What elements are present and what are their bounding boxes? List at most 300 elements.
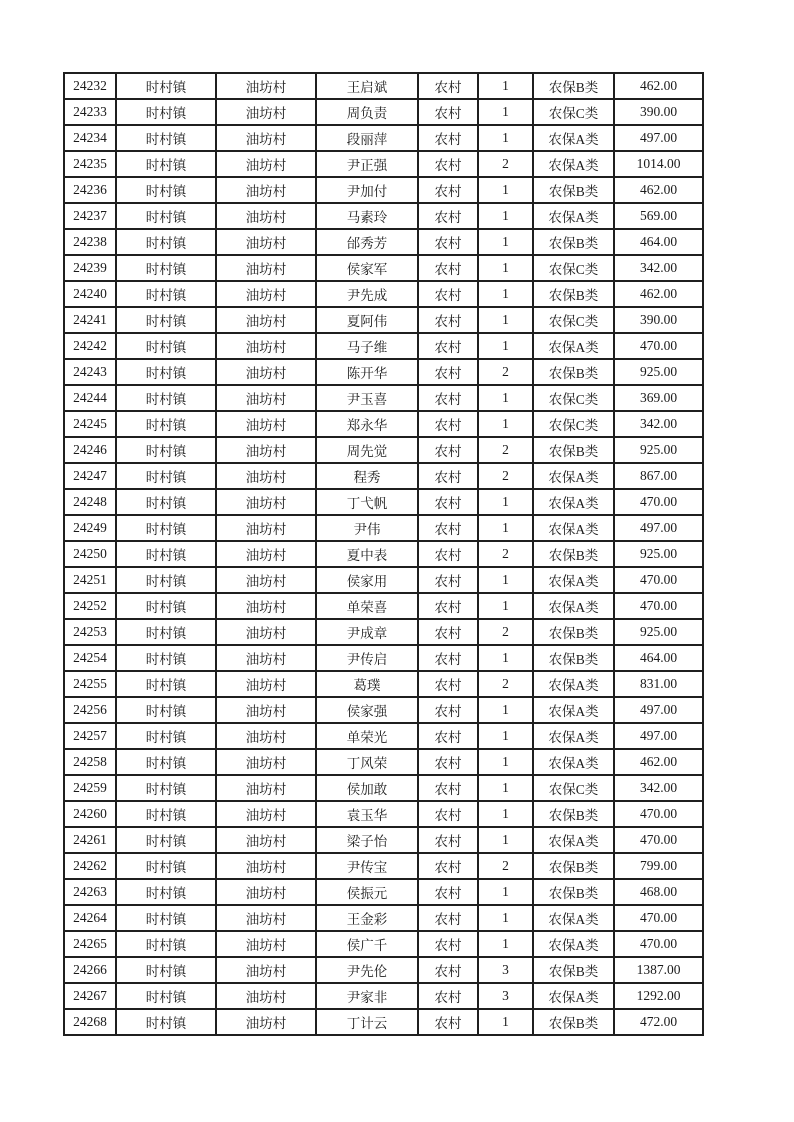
cell-name: 尹先伦 bbox=[316, 957, 418, 983]
cell-count: 1 bbox=[478, 229, 533, 255]
cell-town: 时村镇 bbox=[116, 229, 216, 255]
table-row bbox=[64, 515, 703, 541]
cell-name: 周负责 bbox=[316, 99, 418, 125]
cell-amount: 462.00 bbox=[614, 73, 703, 99]
cell-village: 油坊村 bbox=[216, 333, 316, 359]
cell-count: 1 bbox=[478, 697, 533, 723]
cell-count: 2 bbox=[478, 853, 533, 879]
cell-village: 油坊村 bbox=[216, 489, 316, 515]
cell-name: 梁子怡 bbox=[316, 827, 418, 853]
table-row bbox=[64, 853, 703, 879]
cell-amount: 799.00 bbox=[614, 853, 703, 879]
table-row bbox=[64, 1009, 703, 1035]
cell-residence: 农村 bbox=[418, 619, 478, 645]
cell-village: 油坊村 bbox=[216, 281, 316, 307]
cell-category: 农保C类 bbox=[533, 385, 614, 411]
cell-amount: 925.00 bbox=[614, 541, 703, 567]
cell-count: 1 bbox=[478, 827, 533, 853]
cell-name: 王金彩 bbox=[316, 905, 418, 931]
cell-count: 1 bbox=[478, 125, 533, 151]
table-row bbox=[64, 255, 703, 281]
cell-count: 1 bbox=[478, 879, 533, 905]
table-row bbox=[64, 151, 703, 177]
cell-town: 时村镇 bbox=[116, 619, 216, 645]
cell-category: 农保B类 bbox=[533, 359, 614, 385]
cell-id: 24238 bbox=[64, 229, 116, 255]
cell-id: 24249 bbox=[64, 515, 116, 541]
cell-village: 油坊村 bbox=[216, 99, 316, 125]
cell-category: 农保A类 bbox=[533, 489, 614, 515]
table-row bbox=[64, 463, 703, 489]
cell-amount: 470.00 bbox=[614, 905, 703, 931]
cell-name: 马子维 bbox=[316, 333, 418, 359]
table-row bbox=[64, 385, 703, 411]
table-row bbox=[64, 333, 703, 359]
cell-village: 油坊村 bbox=[216, 905, 316, 931]
table-row bbox=[64, 801, 703, 827]
cell-amount: 468.00 bbox=[614, 879, 703, 905]
cell-name: 尹成章 bbox=[316, 619, 418, 645]
cell-residence: 农村 bbox=[418, 411, 478, 437]
cell-amount: 390.00 bbox=[614, 99, 703, 125]
cell-id: 24254 bbox=[64, 645, 116, 671]
cell-town: 时村镇 bbox=[116, 957, 216, 983]
cell-name: 侯家军 bbox=[316, 255, 418, 281]
cell-id: 24262 bbox=[64, 853, 116, 879]
table-row bbox=[64, 437, 703, 463]
cell-village: 油坊村 bbox=[216, 879, 316, 905]
cell-town: 时村镇 bbox=[116, 437, 216, 463]
cell-count: 2 bbox=[478, 151, 533, 177]
cell-village: 油坊村 bbox=[216, 411, 316, 437]
cell-residence: 农村 bbox=[418, 905, 478, 931]
cell-category: 农保A类 bbox=[533, 827, 614, 853]
cell-count: 1 bbox=[478, 645, 533, 671]
cell-category: 农保B类 bbox=[533, 879, 614, 905]
table-row bbox=[64, 541, 703, 567]
table-row bbox=[64, 73, 703, 99]
cell-residence: 农村 bbox=[418, 671, 478, 697]
cell-village: 油坊村 bbox=[216, 827, 316, 853]
cell-amount: 831.00 bbox=[614, 671, 703, 697]
cell-name: 周先觉 bbox=[316, 437, 418, 463]
cell-town: 时村镇 bbox=[116, 879, 216, 905]
table-row bbox=[64, 229, 703, 255]
cell-amount: 472.00 bbox=[614, 1009, 703, 1035]
cell-village: 油坊村 bbox=[216, 645, 316, 671]
cell-town: 时村镇 bbox=[116, 645, 216, 671]
table-row bbox=[64, 177, 703, 203]
cell-category: 农保B类 bbox=[533, 541, 614, 567]
cell-category: 农保A类 bbox=[533, 593, 614, 619]
cell-name: 夏中表 bbox=[316, 541, 418, 567]
cell-village: 油坊村 bbox=[216, 567, 316, 593]
table-row bbox=[64, 775, 703, 801]
cell-category: 农保B类 bbox=[533, 853, 614, 879]
cell-amount: 497.00 bbox=[614, 723, 703, 749]
cell-name: 段丽萍 bbox=[316, 125, 418, 151]
cell-town: 时村镇 bbox=[116, 411, 216, 437]
cell-id: 24246 bbox=[64, 437, 116, 463]
cell-village: 油坊村 bbox=[216, 593, 316, 619]
cell-residence: 农村 bbox=[418, 853, 478, 879]
cell-amount: 867.00 bbox=[614, 463, 703, 489]
cell-name: 尹家非 bbox=[316, 983, 418, 1009]
table-row bbox=[64, 489, 703, 515]
cell-village: 油坊村 bbox=[216, 151, 316, 177]
cell-residence: 农村 bbox=[418, 567, 478, 593]
cell-village: 油坊村 bbox=[216, 671, 316, 697]
cell-village: 油坊村 bbox=[216, 515, 316, 541]
cell-id: 24239 bbox=[64, 255, 116, 281]
cell-residence: 农村 bbox=[418, 73, 478, 99]
cell-category: 农保A类 bbox=[533, 515, 614, 541]
cell-name: 葛璞 bbox=[316, 671, 418, 697]
cell-village: 油坊村 bbox=[216, 229, 316, 255]
cell-amount: 470.00 bbox=[614, 801, 703, 827]
cell-residence: 农村 bbox=[418, 775, 478, 801]
cell-village: 油坊村 bbox=[216, 801, 316, 827]
cell-category: 农保B类 bbox=[533, 229, 614, 255]
cell-residence: 农村 bbox=[418, 983, 478, 1009]
cell-amount: 470.00 bbox=[614, 593, 703, 619]
cell-name: 尹玉喜 bbox=[316, 385, 418, 411]
table-row bbox=[64, 411, 703, 437]
cell-village: 油坊村 bbox=[216, 463, 316, 489]
cell-count: 1 bbox=[478, 73, 533, 99]
cell-name: 邰秀芳 bbox=[316, 229, 418, 255]
cell-residence: 农村 bbox=[418, 593, 478, 619]
cell-residence: 农村 bbox=[418, 229, 478, 255]
table-row bbox=[64, 827, 703, 853]
cell-category: 农保A类 bbox=[533, 749, 614, 775]
cell-residence: 农村 bbox=[418, 515, 478, 541]
cell-town: 时村镇 bbox=[116, 853, 216, 879]
cell-village: 油坊村 bbox=[216, 983, 316, 1009]
cell-village: 油坊村 bbox=[216, 749, 316, 775]
cell-name: 侯家用 bbox=[316, 567, 418, 593]
cell-town: 时村镇 bbox=[116, 827, 216, 853]
cell-town: 时村镇 bbox=[116, 99, 216, 125]
cell-category: 农保B类 bbox=[533, 1009, 614, 1035]
cell-count: 1 bbox=[478, 593, 533, 619]
cell-amount: 1292.00 bbox=[614, 983, 703, 1009]
cell-count: 1 bbox=[478, 281, 533, 307]
table-row bbox=[64, 749, 703, 775]
cell-category: 农保A类 bbox=[533, 151, 614, 177]
cell-category: 农保B类 bbox=[533, 619, 614, 645]
cell-residence: 农村 bbox=[418, 697, 478, 723]
cell-id: 24241 bbox=[64, 307, 116, 333]
cell-residence: 农村 bbox=[418, 957, 478, 983]
table-row bbox=[64, 203, 703, 229]
cell-name: 王启斌 bbox=[316, 73, 418, 99]
table-row bbox=[64, 983, 703, 1009]
cell-id: 24237 bbox=[64, 203, 116, 229]
cell-town: 时村镇 bbox=[116, 983, 216, 1009]
cell-town: 时村镇 bbox=[116, 801, 216, 827]
cell-town: 时村镇 bbox=[116, 333, 216, 359]
table-row bbox=[64, 697, 703, 723]
cell-name: 尹正强 bbox=[316, 151, 418, 177]
cell-count: 1 bbox=[478, 333, 533, 359]
cell-category: 农保A类 bbox=[533, 905, 614, 931]
cell-name: 程秀 bbox=[316, 463, 418, 489]
cell-town: 时村镇 bbox=[116, 697, 216, 723]
cell-name: 丁风荣 bbox=[316, 749, 418, 775]
cell-category: 农保A类 bbox=[533, 567, 614, 593]
cell-residence: 农村 bbox=[418, 801, 478, 827]
cell-count: 1 bbox=[478, 723, 533, 749]
cell-town: 时村镇 bbox=[116, 775, 216, 801]
cell-category: 农保B类 bbox=[533, 73, 614, 99]
cell-town: 时村镇 bbox=[116, 489, 216, 515]
payment-roster-table bbox=[63, 72, 704, 1036]
table-row bbox=[64, 905, 703, 931]
cell-town: 时村镇 bbox=[116, 567, 216, 593]
cell-village: 油坊村 bbox=[216, 1009, 316, 1035]
cell-village: 油坊村 bbox=[216, 385, 316, 411]
cell-name: 尹传宝 bbox=[316, 853, 418, 879]
cell-name: 郑永华 bbox=[316, 411, 418, 437]
cell-count: 1 bbox=[478, 905, 533, 931]
cell-category: 农保B类 bbox=[533, 281, 614, 307]
cell-count: 1 bbox=[478, 411, 533, 437]
cell-residence: 农村 bbox=[418, 931, 478, 957]
cell-id: 24244 bbox=[64, 385, 116, 411]
cell-village: 油坊村 bbox=[216, 619, 316, 645]
cell-id: 24258 bbox=[64, 749, 116, 775]
cell-id: 24255 bbox=[64, 671, 116, 697]
cell-amount: 1014.00 bbox=[614, 151, 703, 177]
cell-village: 油坊村 bbox=[216, 125, 316, 151]
cell-id: 24242 bbox=[64, 333, 116, 359]
cell-town: 时村镇 bbox=[116, 593, 216, 619]
cell-id: 24264 bbox=[64, 905, 116, 931]
cell-village: 油坊村 bbox=[216, 73, 316, 99]
cell-town: 时村镇 bbox=[116, 723, 216, 749]
cell-count: 1 bbox=[478, 307, 533, 333]
cell-id: 24265 bbox=[64, 931, 116, 957]
table-row bbox=[64, 359, 703, 385]
cell-town: 时村镇 bbox=[116, 203, 216, 229]
cell-residence: 农村 bbox=[418, 125, 478, 151]
cell-amount: 569.00 bbox=[614, 203, 703, 229]
cell-category: 农保A类 bbox=[533, 671, 614, 697]
cell-count: 1 bbox=[478, 749, 533, 775]
table-row bbox=[64, 619, 703, 645]
cell-count: 2 bbox=[478, 541, 533, 567]
cell-residence: 农村 bbox=[418, 645, 478, 671]
cell-count: 1 bbox=[478, 567, 533, 593]
cell-name: 夏阿伟 bbox=[316, 307, 418, 333]
cell-count: 2 bbox=[478, 359, 533, 385]
cell-category: 农保C类 bbox=[533, 411, 614, 437]
cell-category: 农保C类 bbox=[533, 255, 614, 281]
cell-name: 陈开华 bbox=[316, 359, 418, 385]
cell-id: 24234 bbox=[64, 125, 116, 151]
cell-amount: 925.00 bbox=[614, 359, 703, 385]
cell-category: 农保B类 bbox=[533, 437, 614, 463]
cell-category: 农保A类 bbox=[533, 931, 614, 957]
table-body bbox=[64, 73, 703, 1035]
cell-category: 农保B类 bbox=[533, 177, 614, 203]
cell-name: 尹伟 bbox=[316, 515, 418, 541]
cell-town: 时村镇 bbox=[116, 177, 216, 203]
cell-count: 1 bbox=[478, 177, 533, 203]
cell-id: 24250 bbox=[64, 541, 116, 567]
cell-count: 2 bbox=[478, 437, 533, 463]
cell-id: 24243 bbox=[64, 359, 116, 385]
table-row bbox=[64, 567, 703, 593]
table-row bbox=[64, 645, 703, 671]
table-row bbox=[64, 307, 703, 333]
cell-amount: 470.00 bbox=[614, 827, 703, 853]
cell-residence: 农村 bbox=[418, 749, 478, 775]
cell-amount: 342.00 bbox=[614, 255, 703, 281]
cell-town: 时村镇 bbox=[116, 905, 216, 931]
cell-residence: 农村 bbox=[418, 489, 478, 515]
cell-village: 油坊村 bbox=[216, 931, 316, 957]
cell-village: 油坊村 bbox=[216, 437, 316, 463]
cell-amount: 464.00 bbox=[614, 645, 703, 671]
cell-amount: 470.00 bbox=[614, 333, 703, 359]
cell-village: 油坊村 bbox=[216, 359, 316, 385]
cell-id: 24261 bbox=[64, 827, 116, 853]
cell-village: 油坊村 bbox=[216, 775, 316, 801]
cell-town: 时村镇 bbox=[116, 125, 216, 151]
cell-id: 24252 bbox=[64, 593, 116, 619]
cell-residence: 农村 bbox=[418, 203, 478, 229]
cell-residence: 农村 bbox=[418, 723, 478, 749]
cell-town: 时村镇 bbox=[116, 671, 216, 697]
table-row bbox=[64, 931, 703, 957]
cell-category: 农保C类 bbox=[533, 99, 614, 125]
cell-town: 时村镇 bbox=[116, 151, 216, 177]
cell-amount: 497.00 bbox=[614, 697, 703, 723]
cell-name: 丁弋帆 bbox=[316, 489, 418, 515]
cell-id: 24256 bbox=[64, 697, 116, 723]
cell-amount: 342.00 bbox=[614, 411, 703, 437]
cell-id: 24266 bbox=[64, 957, 116, 983]
cell-id: 24232 bbox=[64, 73, 116, 99]
cell-residence: 农村 bbox=[418, 385, 478, 411]
cell-amount: 470.00 bbox=[614, 567, 703, 593]
cell-residence: 农村 bbox=[418, 879, 478, 905]
cell-village: 油坊村 bbox=[216, 853, 316, 879]
cell-residence: 农村 bbox=[418, 307, 478, 333]
cell-village: 油坊村 bbox=[216, 957, 316, 983]
table-row bbox=[64, 957, 703, 983]
cell-town: 时村镇 bbox=[116, 281, 216, 307]
cell-name: 马素玲 bbox=[316, 203, 418, 229]
cell-category: 农保A类 bbox=[533, 333, 614, 359]
cell-category: 农保A类 bbox=[533, 983, 614, 1009]
cell-amount: 462.00 bbox=[614, 749, 703, 775]
cell-village: 油坊村 bbox=[216, 177, 316, 203]
cell-category: 农保A类 bbox=[533, 203, 614, 229]
cell-count: 2 bbox=[478, 671, 533, 697]
cell-id: 24259 bbox=[64, 775, 116, 801]
table-row bbox=[64, 125, 703, 151]
cell-residence: 农村 bbox=[418, 463, 478, 489]
cell-category: 农保A类 bbox=[533, 697, 614, 723]
cell-name: 侯家强 bbox=[316, 697, 418, 723]
cell-count: 1 bbox=[478, 203, 533, 229]
cell-count: 1 bbox=[478, 775, 533, 801]
cell-residence: 农村 bbox=[418, 151, 478, 177]
cell-count: 1 bbox=[478, 255, 533, 281]
cell-town: 时村镇 bbox=[116, 515, 216, 541]
cell-amount: 462.00 bbox=[614, 177, 703, 203]
cell-category: 农保B类 bbox=[533, 957, 614, 983]
cell-residence: 农村 bbox=[418, 827, 478, 853]
cell-amount: 1387.00 bbox=[614, 957, 703, 983]
cell-residence: 农村 bbox=[418, 255, 478, 281]
cell-residence: 农村 bbox=[418, 541, 478, 567]
cell-name: 丁计云 bbox=[316, 1009, 418, 1035]
cell-town: 时村镇 bbox=[116, 73, 216, 99]
cell-id: 24253 bbox=[64, 619, 116, 645]
cell-category: 农保A类 bbox=[533, 723, 614, 749]
cell-count: 1 bbox=[478, 385, 533, 411]
cell-town: 时村镇 bbox=[116, 307, 216, 333]
cell-village: 油坊村 bbox=[216, 541, 316, 567]
cell-id: 24260 bbox=[64, 801, 116, 827]
cell-count: 1 bbox=[478, 489, 533, 515]
cell-residence: 农村 bbox=[418, 359, 478, 385]
cell-category: 农保A类 bbox=[533, 125, 614, 151]
cell-amount: 369.00 bbox=[614, 385, 703, 411]
cell-name: 侯加敢 bbox=[316, 775, 418, 801]
cell-count: 3 bbox=[478, 983, 533, 1009]
cell-amount: 925.00 bbox=[614, 619, 703, 645]
cell-id: 24236 bbox=[64, 177, 116, 203]
cell-name: 袁玉华 bbox=[316, 801, 418, 827]
cell-count: 1 bbox=[478, 99, 533, 125]
cell-name: 侯广千 bbox=[316, 931, 418, 957]
cell-village: 油坊村 bbox=[216, 203, 316, 229]
cell-name: 尹加付 bbox=[316, 177, 418, 203]
cell-id: 24263 bbox=[64, 879, 116, 905]
table-row bbox=[64, 593, 703, 619]
cell-id: 24251 bbox=[64, 567, 116, 593]
cell-amount: 925.00 bbox=[614, 437, 703, 463]
cell-name: 尹先成 bbox=[316, 281, 418, 307]
cell-amount: 497.00 bbox=[614, 515, 703, 541]
cell-town: 时村镇 bbox=[116, 255, 216, 281]
cell-amount: 464.00 bbox=[614, 229, 703, 255]
cell-town: 时村镇 bbox=[116, 385, 216, 411]
cell-town: 时村镇 bbox=[116, 749, 216, 775]
cell-amount: 390.00 bbox=[614, 307, 703, 333]
cell-category: 农保B类 bbox=[533, 645, 614, 671]
cell-village: 油坊村 bbox=[216, 307, 316, 333]
cell-village: 油坊村 bbox=[216, 697, 316, 723]
cell-residence: 农村 bbox=[418, 281, 478, 307]
cell-residence: 农村 bbox=[418, 333, 478, 359]
cell-town: 时村镇 bbox=[116, 359, 216, 385]
cell-village: 油坊村 bbox=[216, 255, 316, 281]
cell-id: 24233 bbox=[64, 99, 116, 125]
cell-village: 油坊村 bbox=[216, 723, 316, 749]
cell-category: 农保C类 bbox=[533, 307, 614, 333]
cell-category: 农保C类 bbox=[533, 775, 614, 801]
cell-count: 2 bbox=[478, 619, 533, 645]
cell-amount: 470.00 bbox=[614, 489, 703, 515]
cell-id: 24235 bbox=[64, 151, 116, 177]
cell-residence: 农村 bbox=[418, 99, 478, 125]
